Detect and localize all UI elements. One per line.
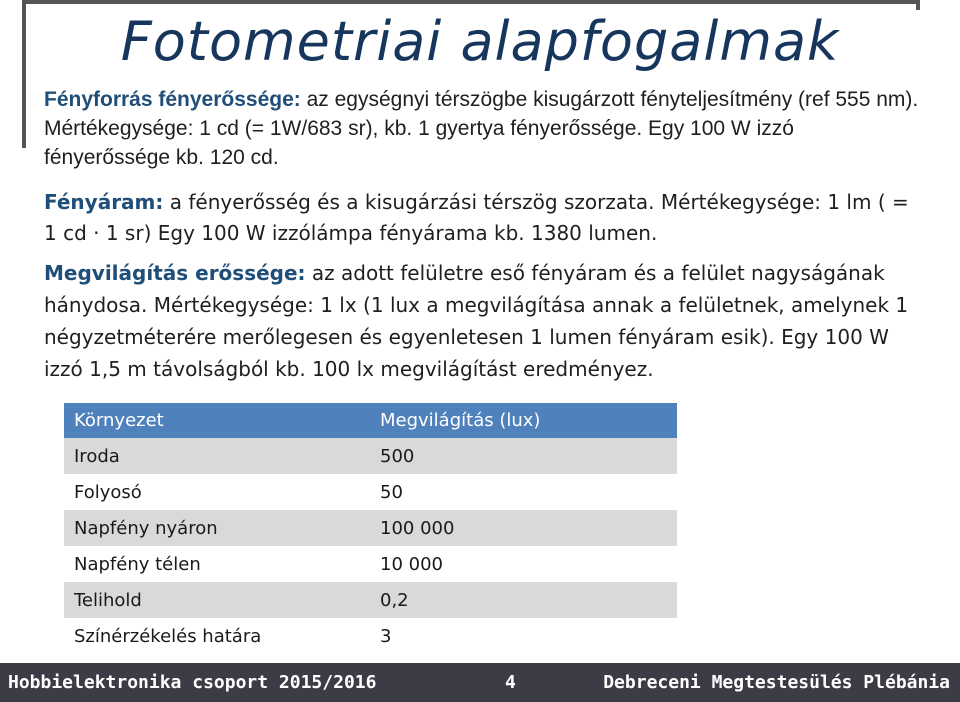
table-row bbox=[64, 438, 677, 474]
slide-title: Fotometriai alapfogalmak bbox=[120, 10, 840, 73]
paragraph-luminous-intensity bbox=[44, 85, 924, 172]
cell-environment: Napfény nyáron bbox=[64, 510, 370, 546]
cell-lux: 10 000 bbox=[370, 546, 677, 582]
frame-line-top bbox=[22, 0, 920, 4]
term-luminous-intensity: Fényforrás fényerőssége: bbox=[44, 88, 301, 111]
definition-luminous-intensity: az egységnyi térszögbe kisugárzott fényteljesítmény (ref 555 nm). Mértékegysége: 1 cd (= 1W/683 sr), kb. 1 gyertya fényerőssége. Egy 100 W izzó fényerőssége kb. 120 cd. bbox=[44, 88, 919, 169]
column-header-environment: Környezet bbox=[64, 403, 370, 438]
table-row bbox=[64, 474, 677, 510]
definition-illuminance: az adott felületre eső fényáram és a felület nagyságának hánydosa. Mértékegysége: 1 lx (1 lux a megvilágítása annak a felületnek, amelynek 1 négyzetméterére merőlegesen és egyenletesen 1 lumen fényáram esik). Egy 100 W izzó 1,5 m távolságból kb. 100 lx megvilágítást eredményez. bbox=[44, 261, 909, 381]
cell-lux: 3 bbox=[370, 618, 677, 654]
cell-environment: Telihold bbox=[64, 582, 370, 618]
term-luminous-flux: Fényáram: bbox=[44, 190, 164, 214]
table-row bbox=[64, 582, 677, 618]
table-row bbox=[64, 510, 677, 546]
column-header-illuminance: Megvilágítás (lux) bbox=[370, 403, 677, 438]
cell-lux: 500 bbox=[370, 438, 677, 474]
footer-parish-name: Debreceni Megtestesülés Plébánia bbox=[603, 672, 950, 693]
cell-environment: Napfény télen bbox=[64, 546, 370, 582]
table-row bbox=[64, 618, 677, 654]
table-header-row bbox=[64, 403, 677, 438]
cell-environment: Folyosó bbox=[64, 474, 370, 510]
cell-lux: 50 bbox=[370, 474, 677, 510]
cell-environment: Iroda bbox=[64, 438, 370, 474]
footer-bar bbox=[0, 663, 960, 702]
table-row bbox=[64, 546, 677, 582]
definition-luminous-flux: a fényerősség és a kisugárzási térszög szorzata. Mértékegysége: 1 lm ( = 1 cd · 1 sr) Egy 100 W izzólámpa fényárama kb. 1380 lumen. bbox=[44, 190, 909, 245]
paragraph-illuminance bbox=[44, 257, 924, 385]
page-number: 4 bbox=[505, 672, 516, 693]
footer-group-name: Hobbielektronika csoport 2015/2016 bbox=[8, 672, 377, 693]
illuminance-table bbox=[64, 403, 677, 654]
cell-lux: 0,2 bbox=[370, 582, 677, 618]
cell-lux: 100 000 bbox=[370, 510, 677, 546]
cell-environment: Színérzékelés határa bbox=[64, 618, 370, 654]
term-illuminance: Megvilágítás erőssége: bbox=[44, 261, 306, 285]
paragraph-luminous-flux bbox=[44, 187, 924, 249]
